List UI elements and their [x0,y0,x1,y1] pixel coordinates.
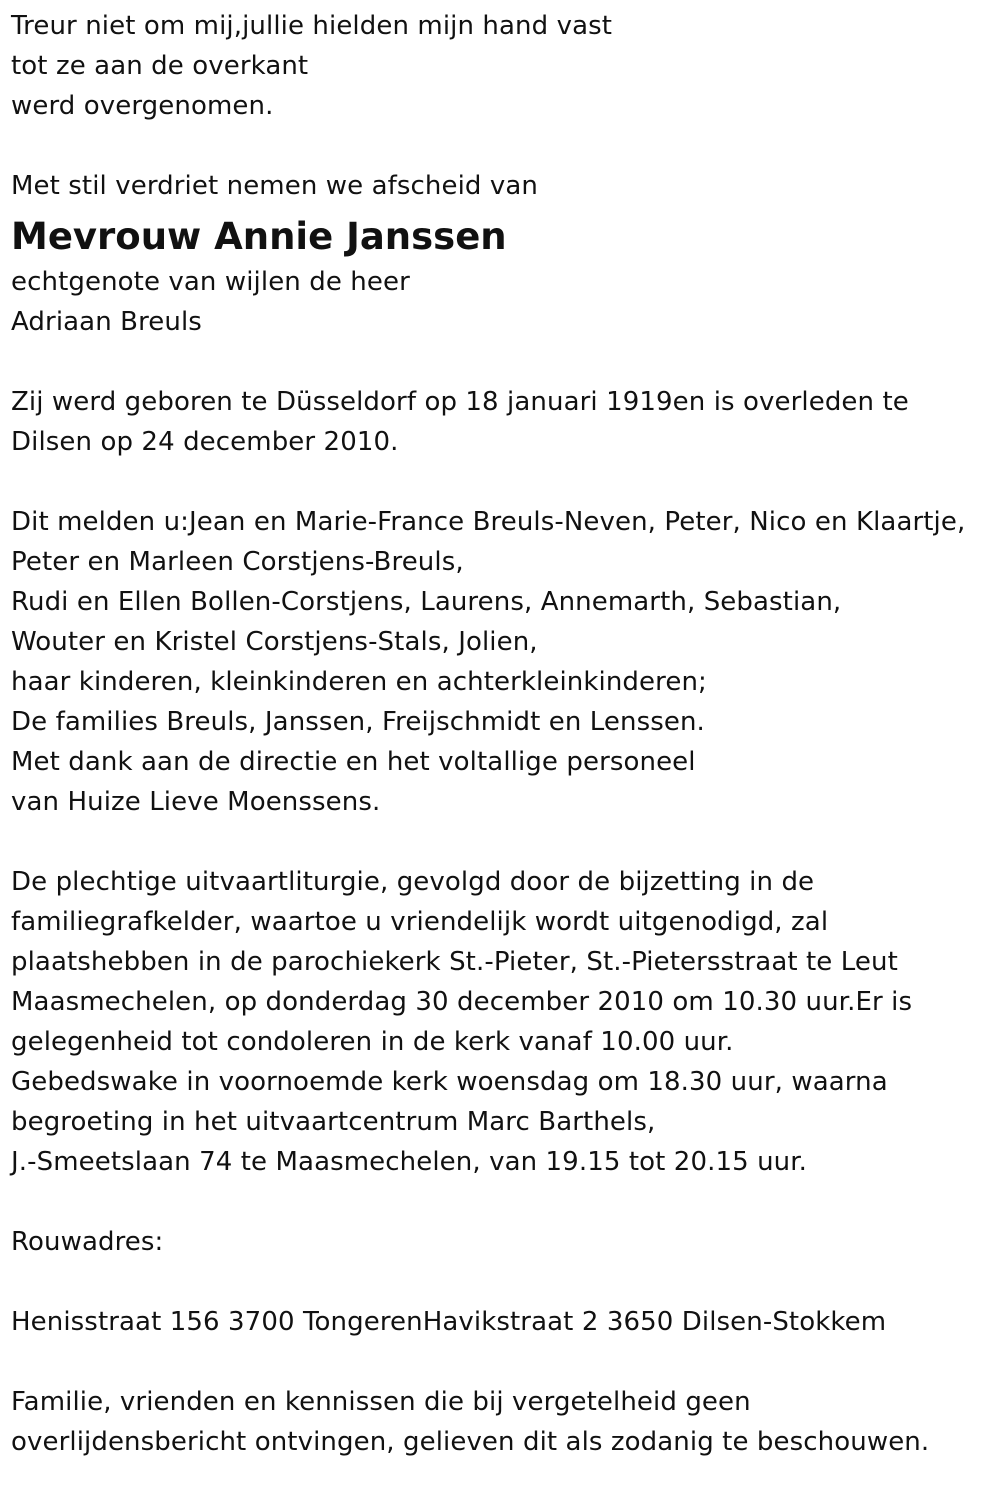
funeral-details [11,862,991,1182]
funeral-line: gelegenheid tot condoleren in de kerk vanaf 10.00 uur. [11,1027,734,1057]
funeral-line: Maasmechelen, op donderdag 30 december 2010 om 10.30 uur.Er is [11,987,913,1017]
closing-line: Familie, vrienden en kennissen die bij vergetelheid geen [11,1387,751,1417]
funeral-line: De plechtige uitvaartliturgie, gevolgd door de bijzetting in de [11,867,815,897]
intro-text: Met stil verdriet nemen we afscheid van [11,171,538,201]
spacer [11,1342,991,1382]
announcer-line: Dit melden u:Jean en Marie-France Breuls-Neven, Peter, Nico en Klaartje, [11,507,966,537]
spouse-line: Adriaan Breuls [11,307,202,337]
spacer [11,126,991,166]
announcer-line: van Huize Lieve Moenssens. [11,787,381,817]
announcer-line: Wouter en Kristel Corstjens-Stals, Jolien, [11,627,538,657]
announcer-line: De families Breuls, Janssen, Freijschmidt en Lenssen. [11,707,705,737]
poem-line: werd overgenomen. [11,91,274,121]
announcer-line: Met dank aan de directie en het voltallige personeel [11,747,696,777]
mourning-address-label: Rouwadres: [11,1227,164,1257]
funeral-line: Gebedswake in voornoemde kerk woensdag om 18.30 uur, waarna [11,1067,888,1097]
birth-death-info [11,382,991,462]
poem-line: tot ze aan de overkant [11,51,309,81]
spacer [11,462,991,502]
announcer-line: haar kinderen, kleinkinderen en achterkleinkinderen; [11,667,707,697]
spacer [11,1262,991,1302]
spacer [11,822,991,862]
closing-line: overlijdensbericht ontvingen, gelieven dit als zodanig te beschouwen. [11,1427,930,1457]
deceased-name: Mevrouw Annie Janssen [11,215,507,258]
birth-death-line: Zij werd geboren te Düsseldorf op 18 januari 1919en is overleden te [11,387,909,417]
funeral-line: begroeting in het uitvaartcentrum Marc Barthels, [11,1107,656,1137]
announcer-line: Peter en Marleen Corstjens-Breuls, [11,547,464,577]
spouse-info [11,262,991,342]
closing-note [11,1382,991,1462]
funeral-line: plaatshebben in de parochiekerk St.-Pieter, St.-Pietersstraat te Leut [11,947,898,977]
poem-line: Treur niet om mij,jullie hielden mijn hand vast [11,11,613,41]
funeral-line: familiegrafkelder, waartoe u vriendelijk wordt uitgenodigd, zal [11,907,829,937]
spacer [11,1182,991,1222]
announcer-line: Rudi en Ellen Bollen-Corstjens, Laurens, Annemarth, Sebastian, [11,587,842,617]
spacer [11,342,991,382]
birth-death-line: Dilsen op 24 december 2010. [11,427,399,457]
poem [11,6,991,126]
mourning-addresses: Henisstraat 156 3700 TongerenHavikstraat 2 3650 Dilsen-Stokkem [11,1307,887,1337]
spouse-line: echtgenote van wijlen de heer [11,267,410,297]
obituary-notice [11,6,991,1462]
funeral-line: J.-Smeetslaan 74 te Maasmechelen, van 19.15 tot 20.15 uur. [11,1147,808,1177]
announcers [11,502,991,822]
